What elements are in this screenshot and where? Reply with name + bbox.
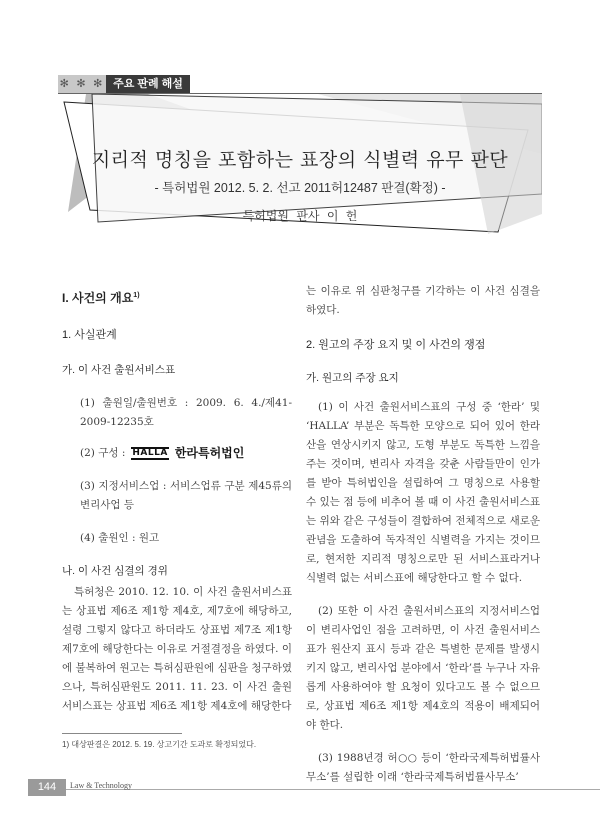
footnote-ref: 1) [133,292,140,299]
subheading-facts: 1. 사실관계 [62,329,117,341]
subheading-service-mark: 가. 이 사건 출원서비스표 [62,364,176,376]
section-tag [58,75,190,93]
article-subtitle: - 특허법원 2012. 5. 2. 선고 2011허12487 판결(확정) - [154,181,446,195]
paragraph-continued: 는 이유로 위 심판청구를 기각하는 이 사건 심결을 하였다. [306,285,540,316]
subheading-trial-history: 나. 이 사건 심결의 경위 [62,565,168,577]
halla-logo-icon: HALLA [132,448,168,458]
section-heading-1 [62,286,292,308]
left-column [62,282,292,716]
paragraph-claim-1: (1) 이 사건 출원서비스표의 구성 중 ‘한라’ 및 ‘HALLA’ 부분은 독특한 모양으로 되어 있어 한라산을 연상시키지 않고, 도형 부분도 독특한 느낌을 주는 것이며, 변리사 자격을 갖춘 사람들만이 인가를 받아 특허법인을 설립하여 그 명칭으로 사용할 수 있는 점 등에 비추어 볼 때 이 사건 출원서비스표는 위와 같은 구성들이 결합하여 전체적으로 새로운 관념을 도출하여 독자적인 식별력을 가지는 것이므로, 현저한 지리적 명칭으로만 된 서비스표라거나 식별력 없는 서비스표에 해당한다고 할 수 없다. [306,401,540,584]
subheading-plaintiff-claims: 2. 원고의 주장 요지 및 이 사건의 쟁점 [306,339,486,351]
page-number: 144 [28,779,66,796]
article-title: 지리적 명칭을 포함하는 표장의 식별력 유무 판단 [91,149,509,171]
item-composition [62,444,292,463]
right-column [306,282,540,787]
footnote-divider [62,733,182,734]
journal-name: Law & Technology [70,781,132,790]
paragraph-trial-history: 특허청은 2010. 12. 10. 이 사건 출원서비스표는 상표법 제6조 제1항 제4호, 제7호에 해당하고, 설령 그렇지 않다고 하더라도 상표법 제7조 제1항 제7호에 해당한다는 이유로 거절결정을 하였다. 이에 불복하여 원고는 특허심판원에 심판을 청구하였으나, 특허심판원도 2011. 11. 23. 이 사건 출원서비스표는 상표법 제6조 제1항 제4호에 해당한다 [62,586,292,712]
paragraph-claim-2: (2) 또한 이 사건 출원서비스표의 지정서비스업이 변리사업인 점을 고려하면, 이 사건 출원서비스표가 원산지 표시 등과 같은 특별한 문제를 발생시키지 않고, 변리사업 분야에서 ‘한라’를 누구나 자유롭게 사용하여야 할 요청이 있다고도 볼 수 없으므로, 상표법 제6조 제1항 제4호의 적용이 배제되어야 한다. [306,605,540,731]
subheading-claims-summary: 가. 원고의 주장 요지 [306,372,399,384]
item-applicant: (4) 출원인 : 원고 [80,532,160,544]
section-heading-1-text: I. 사건의 개요 [62,291,134,305]
article-author: 특허법원 판사 이 헌 [242,209,358,223]
paragraph-claim-3: (3) 1988년경 허○○ 등이 ‘한라국제특허법률사무소’를 설립한 이래 ‘한라국제특허법률사무소’ [306,752,540,783]
halla-logo-name: 한라특허법인 [174,446,245,460]
star-ornament-icon: ✻ ✻ ✻ [58,75,106,93]
section-tag-label: 주요 판례 해설 [106,75,190,93]
footnote: 1) 대상판결은 2012. 5. 19. 상고기간 도과로 확정되었다. [62,740,257,749]
item-application-number: (1) 출원일/출원번호 : 2009. 6. 4./제41-2009-12235호 [80,397,292,428]
item-composition-label: (2) 구성 : [80,447,126,459]
item-designated-services: (3) 지정서비스업 : 서비스업류 구분 제45류의 변리사업 등 [80,480,292,511]
